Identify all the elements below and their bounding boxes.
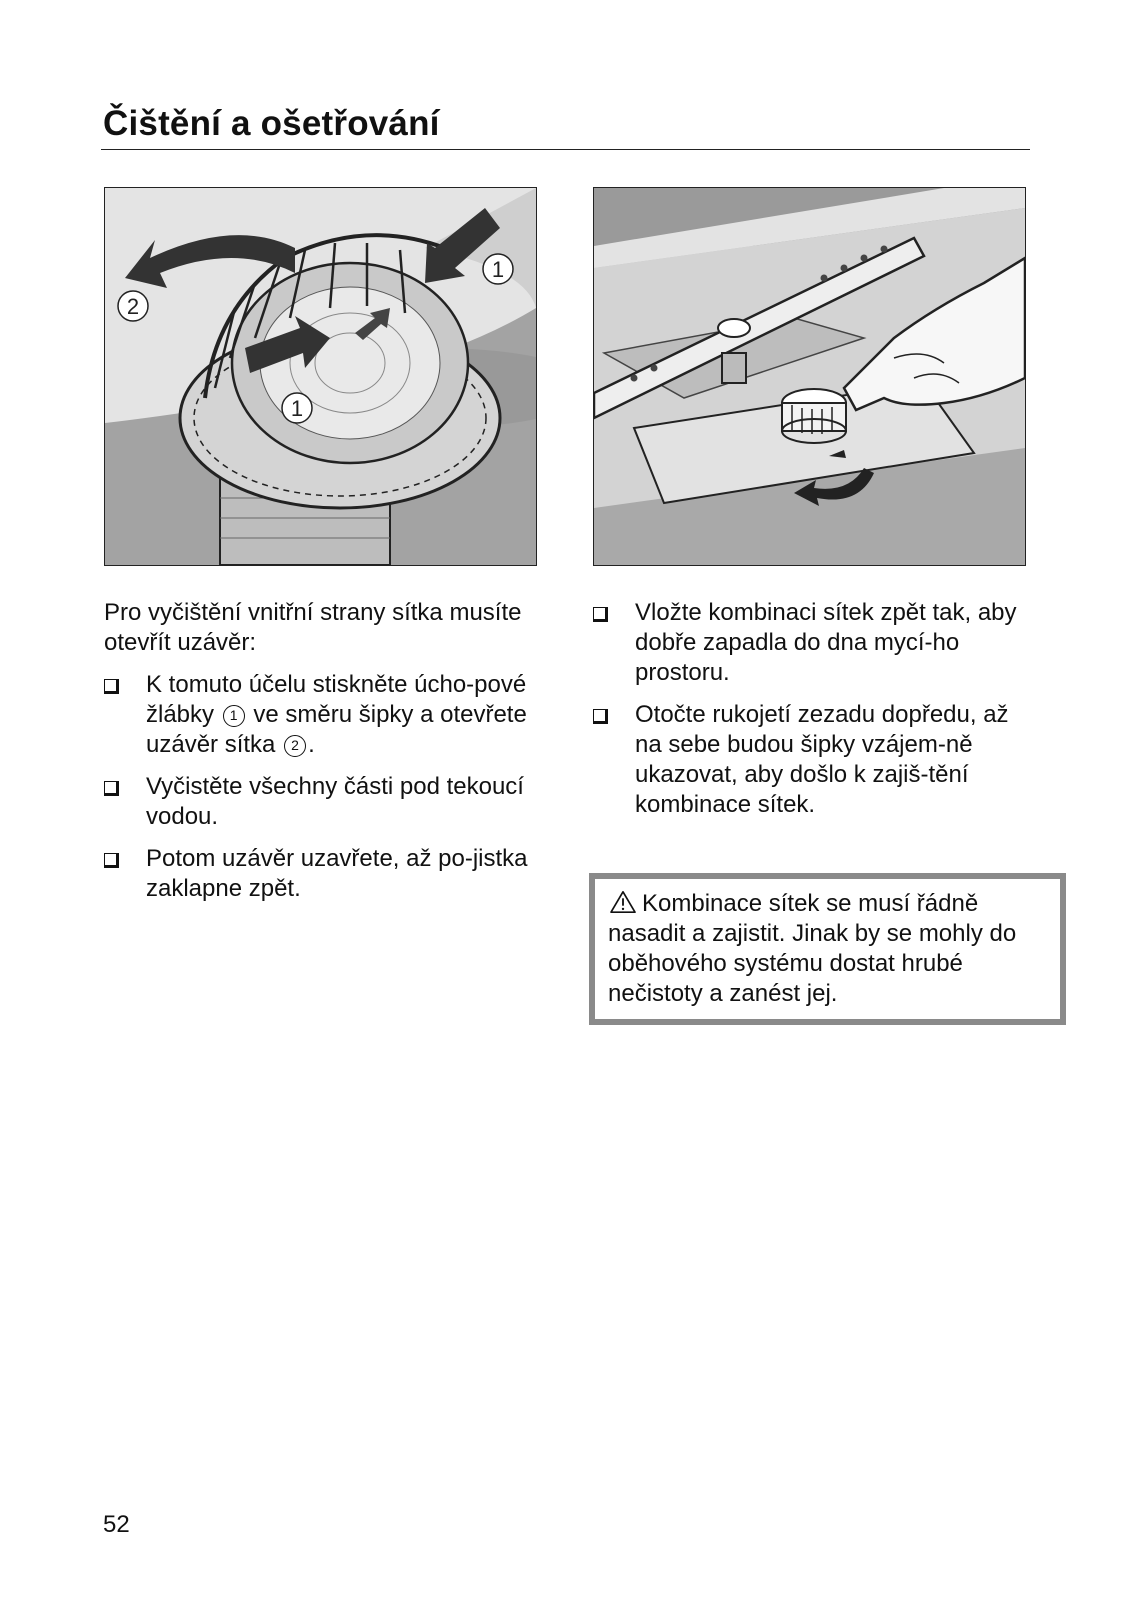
list-item: K tomuto účelu stiskněte úcho-pové žlábky 1 ve směru šipky a otevřete uzávěr sítka 2 . bbox=[104, 670, 544, 760]
warning-text: Kombinace sítek se musí řádně nasadit a zajistit. Jinak by se mohly do oběhového systému dostat hrubé nečistoty a zanést jej. bbox=[608, 890, 1017, 1007]
checkbox-bullet-icon bbox=[593, 607, 608, 622]
warning-triangle-icon bbox=[608, 890, 638, 914]
callout-1-top: 1 bbox=[491, 257, 505, 282]
list-item: Vložte kombinaci sítek zpět tak, aby dobře zapadla do dna mycí-ho prostoru. bbox=[593, 598, 1033, 688]
callout-1-center: 1 bbox=[290, 396, 304, 421]
filter-opening-illustration bbox=[104, 187, 537, 566]
title-rule bbox=[101, 149, 1030, 150]
checkbox-bullet-icon bbox=[104, 781, 119, 796]
warning-box bbox=[589, 873, 1066, 1025]
filter-insert-illustration bbox=[593, 187, 1026, 566]
callout-2: 2 bbox=[126, 294, 140, 319]
list-item: Potom uzávěr uzavřete, až po-jistka zaklapne zpět. bbox=[104, 844, 544, 904]
intro-text: Pro vyčištění vnitřní strany sítka musíte otevřít uzávěr: bbox=[104, 599, 522, 656]
checkbox-bullet-icon bbox=[593, 709, 608, 724]
left-column bbox=[104, 598, 544, 916]
right-column bbox=[593, 598, 1033, 832]
right-steps-list bbox=[593, 598, 1033, 820]
filter-opening-drawing bbox=[105, 188, 536, 565]
checkbox-bullet-icon bbox=[104, 679, 119, 694]
page-title: Čištění a ošetřování bbox=[103, 104, 440, 143]
list-item: Otočte rukojetí zezadu dopředu, až na sebe budou šipky vzájem-ně ukazovat, aby došlo k zajiš-tění kombinace sítek. bbox=[593, 700, 1033, 820]
circled-number-1: 1 bbox=[223, 705, 245, 727]
list-item: Vyčistěte všechny části pod tekoucí vodou. bbox=[104, 772, 544, 832]
filter-insert-drawing bbox=[594, 188, 1025, 565]
circled-number-2: 2 bbox=[284, 735, 306, 757]
checkbox-bullet-icon bbox=[104, 853, 119, 868]
left-steps-list bbox=[104, 670, 544, 904]
page-number: 52 bbox=[103, 1511, 130, 1538]
